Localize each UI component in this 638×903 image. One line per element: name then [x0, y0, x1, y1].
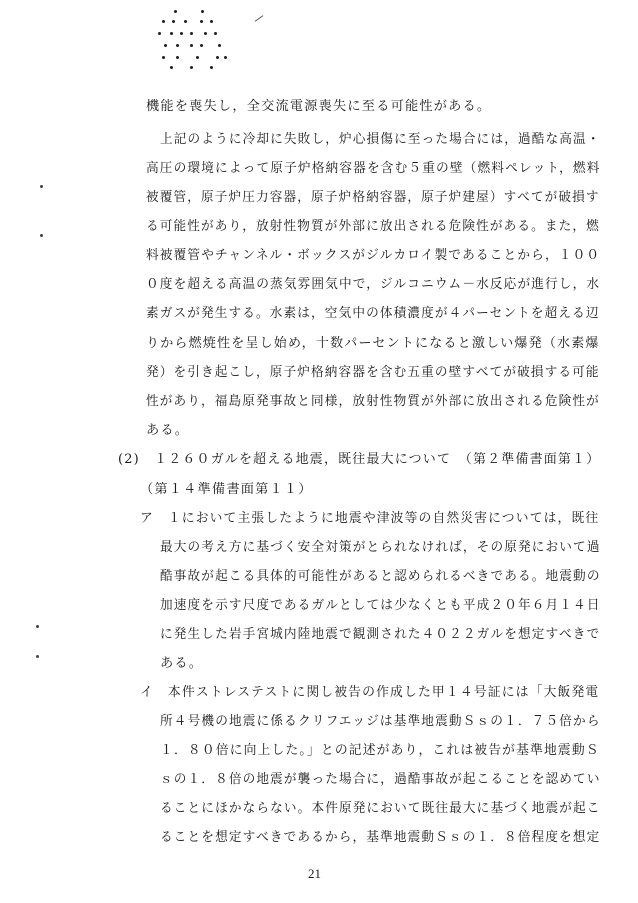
body-line: 機能を喪失し，全交流電源喪失に至る可能性がある。 [146, 99, 492, 114]
scan-speck [40, 234, 43, 237]
item-line: ることにほかならない。本件原発において既往最大に基づく地震が起こ [160, 801, 601, 816]
item-line: ア １において主張したように地震や津波等の自然災害については，既往 [140, 511, 600, 526]
body-line: 発）を引き起こし，原子炉格納容器を含む五重の壁すべてが破損する可能 [146, 365, 600, 380]
scan-speck [36, 625, 39, 628]
body-line: ０度を超える高温の蒸気雰囲気中で，ジルコニウム－水反応が進行し，水 [146, 277, 601, 292]
item-line: 加速度を示す尺度であるガルとしては少なくとも平成２０年６月１４日 [160, 598, 601, 613]
body-line: 上記のように冷却に失敗し，炉心損傷に至った場合には，過酷な高温・ [160, 132, 601, 147]
section-heading: (2) １２６０ガルを超える地震，既往最大について （第２準備書面第１） [118, 452, 601, 467]
body-line: 料被覆管やチャンネル・ボックスがジルカロイ製であることから，１００ [146, 248, 601, 263]
item-line: 最大の考え方に基づく安全対策がとられなければ，その原発において過 [160, 540, 601, 555]
item-line: 所４号機の地震に係るクリフエッジは基準地震動Ｓｓの１．７５倍から [160, 714, 601, 729]
item-line: ｓの１．８倍の地震が襲った場合に，過酷事故が起こることを認めてい [160, 772, 601, 787]
scan-speck [36, 655, 39, 658]
item-line: ある。 [160, 656, 204, 671]
item-line: 酷事故が起こる具体的可能性があると認められるべきである。地震動の [160, 569, 601, 584]
punch-hole-stamp [150, 6, 240, 76]
body-line: る可能性があり，放射性物質が外部に放出される危険性がある。また，燃 [146, 219, 600, 234]
body-line: 性があり，福島原発事故と同様，放射性物質が外部に放出される危険性が [146, 394, 600, 409]
scan-mark [255, 15, 264, 22]
body-line: ある。 [146, 423, 190, 438]
body-line: りから燃焼性を呈し始め，十数パーセントになると激しい爆発（水素爆 [146, 336, 600, 351]
item-line: イ 本件ストレステストに関し被告の作成した甲１４号証には「大飯発電 [140, 685, 600, 700]
section-heading-ref: （第１４準備書面第１１） [140, 482, 313, 497]
item-line: ることを想定すべきであるから，基準地震動Ｓｓの１．８倍程度を想定 [160, 830, 601, 845]
body-line: 被覆管，原子炉圧力容器，原子炉格納容器，原子炉建屋）すべてが破損す [146, 190, 600, 205]
body-line: 素ガスが発生する。水素は，空気中の体積濃度が４パーセントを超える辺 [146, 306, 600, 321]
item-line: １．８０倍に向上した。」との記述があり，これは被告が基準地震動Ｓ [160, 743, 600, 758]
body-line: 高圧の環境によって原子炉格納容器を含む５重の壁（燃料ペレット，燃料 [146, 161, 601, 176]
scan-speck [40, 185, 43, 188]
page-number: 21 [308, 866, 321, 881]
item-line: に発生した岩手宮城内陸地震で観測された４０２２ガルを想定すべきで [160, 627, 601, 642]
